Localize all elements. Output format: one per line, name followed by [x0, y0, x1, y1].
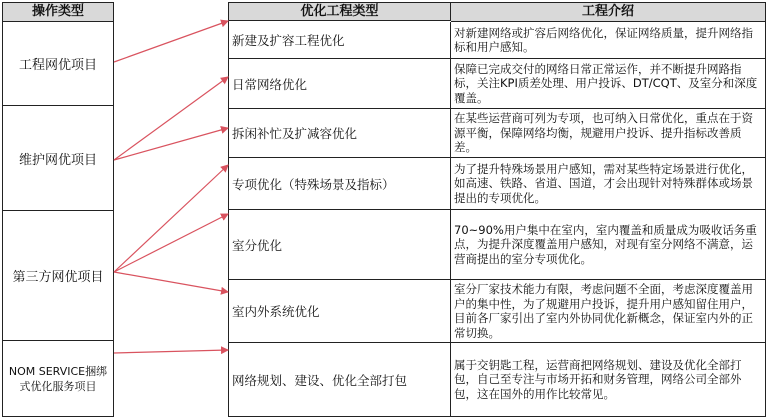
- desc-indoor-outdoor: 室分厂家技术能力有限，考虑问题不全面，考虑深度覆盖用户的集中性，为了规避用户投诉，提升用户感知留住用户，目前各厂家引出了室内外协同优化新概念，保证室内外的正常切换。: [451, 280, 765, 343]
- arrow-nom-turnkey: [114, 350, 228, 353]
- arrow-maintenance-daily: [114, 77, 228, 160]
- desc-indoor: 70~90%用户集中在室内，室内覆盖和质量成为吸收话务重点，为提升深度覆盖用户感知，对现有室分网络不满意，运营商提出的室分专项优化。: [451, 210, 765, 280]
- operation-nom-service: NOM SERVICE捆绑式优化服务项目: [8, 364, 108, 393]
- operation-third-party: 第三方网优项目: [3, 211, 113, 341]
- type-indoor: 室分优化: [229, 210, 451, 280]
- operation-engineering: 工程网优项目: [3, 22, 113, 106]
- desc-daily: 保障已完成交付的网络日常正常运作，并不断提升网路指标，关注KPI质差处理、用户投诉、DT/CQT、及室分和深度覆盖。: [451, 59, 765, 109]
- desc-special: 为了提升特殊场景用户感知，需对某些特定场景进行优化，如高速、铁路、省道、国道，才会出现针对特殊群体或场景提出的专项优化。: [451, 158, 765, 210]
- desc-turnkey: 属于交钥匙工程，运营商把网络规划、建设及优化全部打包，自己至专注与市场开拓和财务管理，网络公司全部外包，这在国外的用作比较常见。: [454, 357, 742, 401]
- type-turnkey: 网络规划、建设、优化全部打包: [229, 343, 451, 416]
- optimization-type-header: 优化工程类型: [229, 3, 451, 21]
- type-special: 专项优化（特殊场景及指标）: [229, 158, 451, 210]
- operation-maintenance: 维护网优项目: [3, 106, 113, 211]
- arrow-engineering-new: [114, 21, 228, 62]
- arrow-third-indoor: [114, 214, 228, 272]
- arrow-third-special: [114, 165, 228, 272]
- type-new-expansion: 新建及扩容工程优化: [229, 22, 451, 59]
- desc-balance: 在某些运营商可列为专项，也可纳入日常优化，重点在于资源平衡，保障网络均衡，规避用户投诉、提升指标改善质差。: [451, 109, 765, 158]
- operation-type-header: 操作类型: [3, 3, 113, 22]
- type-balance: 拆闲补忙及扩减容优化: [229, 109, 451, 158]
- arrow-maintenance-balance: [114, 128, 228, 160]
- type-daily: 日常网络优化: [229, 59, 451, 109]
- desc-new-expansion: 对新建网络或扩容后网络优化，保证网络质量，提升网络指标和用户感知。: [451, 22, 765, 59]
- type-indoor-outdoor: 室内外系统优化: [229, 280, 451, 343]
- introduction-header: 工程介绍: [451, 3, 765, 22]
- arrow-third-indoor-outdoor: [114, 272, 228, 292]
